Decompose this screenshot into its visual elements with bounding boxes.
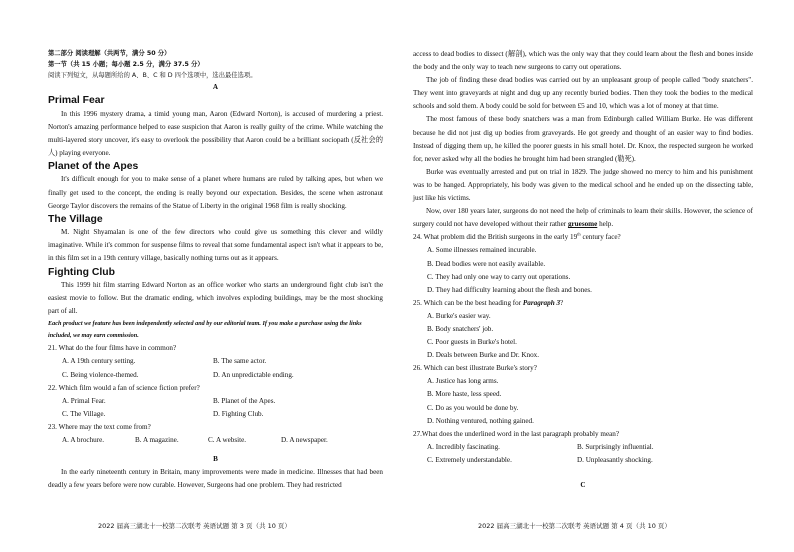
question-27-options-row2: [413, 454, 753, 467]
passage-b-label: B: [213, 455, 218, 464]
paragraph-b3: The most famous of these body snatchers was a man from Edinburgh called William Burke. He was different because he did not just dig up bodies from graveyards. He got greedy and thought of an easier way to find bodies. Instead of digging them up, he killed the poorer guests in his small hotel. Dr. Knox, the respected surgeon he worked for, never asked why all the bodies he brought him had been strangled (勒死).: [413, 115, 753, 163]
passage-a-label: A: [212, 83, 219, 91]
option-26-a[interactable]: A. Justice has long arms.: [427, 377, 499, 386]
option-26-c[interactable]: C. Do as you would be done by.: [427, 403, 519, 412]
option-21-d[interactable]: D. An unpredictable ending.: [213, 370, 294, 379]
question-25: [413, 297, 753, 310]
heading-fighting-club: Fighting Club: [48, 266, 115, 278]
option-23-c[interactable]: C. A website.: [208, 435, 247, 444]
option-24-c[interactable]: C. They had only one way to carry out operations.: [427, 272, 571, 281]
question-21: 21. What do the four films have in common?: [48, 344, 177, 353]
option-23-b[interactable]: B. A magazine.: [135, 435, 179, 444]
option-21-a[interactable]: A. A 19th century setting.: [62, 357, 136, 366]
footer-page-4: 2022 届高三湖北十一校第二次联考 英语试题 第 4 页（共 10 页）: [478, 522, 671, 530]
option-21-c[interactable]: C. Being violence-themed.: [62, 370, 139, 379]
paragraph-planet-of-the-apes: It's difficult enough for you to make sense of a planet where humans are ruled by talking apes, but when we finally get used to the concept, the ending is really beyond our expectation. Besides, the scene when astronaut George Taylor discovers the remains of the Statue of Liberty in the original 1968 film is really shocking.: [48, 175, 383, 210]
option-27-c[interactable]: C. Extremely understandable.: [427, 455, 512, 464]
instruction: 阅读下列短文，从每题所给的 A、B、C 和 D 四个选项中，选出最佳选项。: [48, 72, 257, 79]
editorial-note: Each product we feature has been independently selected and by our editorial team. If you make a purchase using the links included, we may earn commission.: [48, 320, 362, 340]
question-23: 23. Where may the text come from?: [48, 422, 151, 431]
question-27-options-row1: [413, 441, 753, 454]
paragraph-b1: In the early nineteenth century in Britain, many improvements were made in medicine. Illnesses that had been deadly a few years before were now curable. However, Surgeons had one problem. They had restricted: [48, 468, 383, 490]
paragraph-fighting-club: This 1999 hit film starring Edward Norton as an office worker who starts an underground fight club isn't the easiest movie to follow. But the dramatic ending, which involves exploding buildings, may be the most shocking part of all.: [48, 281, 383, 316]
option-27-b[interactable]: B. Surprisingly influential.: [577, 442, 654, 451]
question-25-text-end: ?: [560, 298, 564, 307]
option-24-b[interactable]: B. Dead bodies were not easily available.: [427, 259, 546, 268]
question-23-options: [48, 434, 383, 447]
option-25-a[interactable]: A. Burke's easier way.: [427, 311, 491, 320]
question-24-superscript: th: [577, 231, 581, 237]
option-25-d[interactable]: D. Deals between Burke and Dr. Knox.: [427, 351, 540, 360]
question-22: 22. Which film would a fan of science fiction prefer?: [48, 383, 200, 392]
option-23-a[interactable]: A. A brochure.: [62, 435, 105, 444]
paragraph-primal-fear: In this 1996 mystery drama, a timid young man, Aaron (Edward Norton), is accused of murdering a priest. Norton's amazing performance helped to ease suspicion that Aaron is really guilty of the crime. While watching the multi-layered story uncover, it's easy to overlook the possibility that Aaron could be a brilliant sociopath (反社会的人) playing everyone.: [48, 109, 383, 157]
option-24-a[interactable]: A. Some illnesses remained incurable.: [427, 246, 537, 255]
question-22-options-row1: [48, 395, 383, 408]
question-21-options-row2: [48, 369, 383, 382]
option-22-a[interactable]: A. Primal Fear.: [62, 396, 106, 405]
option-26-b[interactable]: B. More haste, less speed.: [427, 390, 502, 399]
question-27: 27.What does the underlined word in the last paragraph probably mean?: [413, 429, 620, 438]
left-page: [48, 48, 383, 492]
heading-primal-fear: Primal Fear: [48, 95, 105, 107]
heading-the-village: The Village: [48, 213, 103, 225]
part-title: 第二部分 阅读理解（共两节，满分 50 分）: [48, 50, 171, 57]
question-25-text: 25. Which can be the best heading for: [413, 298, 523, 307]
paragraph-b5: [413, 205, 753, 231]
paragraph-b2: The job of finding these dead bodies was carried out by an unpleasant group of people called "body snatchers". They went into graveyards at night and dug up any recently buried bodies. Then they took the bodies to the medical schools and sold them. A body could be sold for between £5 and 10, which was a lot of money at that time.: [413, 76, 753, 111]
option-27-a[interactable]: A. Incredibly fascinating.: [427, 442, 500, 451]
question-21-options-row1: [48, 355, 383, 368]
question-26: 26. Which can best illustrate Burke's story?: [413, 364, 537, 373]
option-22-b[interactable]: B. Planet of the Apes.: [213, 396, 276, 405]
paragraph-b5-text: Now, over 180 years later, surgeons do not need the help of criminals to learn their skills. However, the science of surgery could not have developed without their rather: [413, 207, 753, 229]
option-27-d[interactable]: D. Unpleasantly shocking.: [577, 455, 653, 464]
option-24-d[interactable]: D. They had difficulty learning about the flesh and bones.: [427, 285, 592, 294]
paragraph-b1-continued: access to dead bodies to dissect (解剖), which was the only way that they could learn about the flesh and bones inside the body and the only way to teach new surgeons to carry out operations.: [413, 50, 753, 72]
footer-page-3: 2022 届高三湖北十一校第二次联考 英语试题 第 3 页（共 10 页）: [98, 522, 291, 530]
option-22-d[interactable]: D. Fighting Club.: [213, 409, 264, 418]
right-page: [413, 48, 753, 492]
option-22-c[interactable]: C. The Village.: [62, 409, 106, 418]
option-25-c[interactable]: C. Poor guests in Burke's hotel.: [427, 338, 517, 347]
paragraph-b5-end: help.: [597, 220, 614, 229]
question-22-options-row2: [48, 408, 383, 421]
question-24-text-end: century face?: [580, 233, 621, 242]
option-21-b[interactable]: B. The same actor.: [213, 357, 267, 366]
option-26-d[interactable]: D. Nothing ventured, nothing gained.: [427, 416, 534, 425]
option-25-b[interactable]: B. Body snatchers' job.: [427, 324, 494, 333]
passage-c-label: C: [580, 481, 586, 489]
paragraph-the-village: M. Night Shyamalan is one of the few directors who could give us something this clever and wildly imaginative. While it's common for suspense films to reveal that some fundamental aspect isn't what it appears to be, in this film set in a 19th century village, basically nothing turns out as it appears.: [48, 228, 383, 263]
question-25-paragraph-ref: Paragraph 3: [522, 298, 561, 307]
question-24: [413, 231, 753, 244]
option-23-d[interactable]: D. A newspaper.: [281, 435, 328, 444]
section-title: 第一节（共 15 小题；每小题 2.5 分，满分 37.5 分）: [48, 61, 204, 68]
underlined-word: gruesome: [567, 220, 598, 229]
paragraph-b4: Burke was eventually arrested and put on trial in 1829. The judge showed no mercy to him and his punishment was to be hanged. Appropriately, his body was given to the medical school and he ended up on the dissecting table, just like his victims.: [413, 167, 753, 203]
question-24-text: 24. What problem did the British surgeons in the early 19: [413, 233, 578, 242]
heading-planet-of-the-apes: Planet of the Apes: [48, 160, 139, 172]
